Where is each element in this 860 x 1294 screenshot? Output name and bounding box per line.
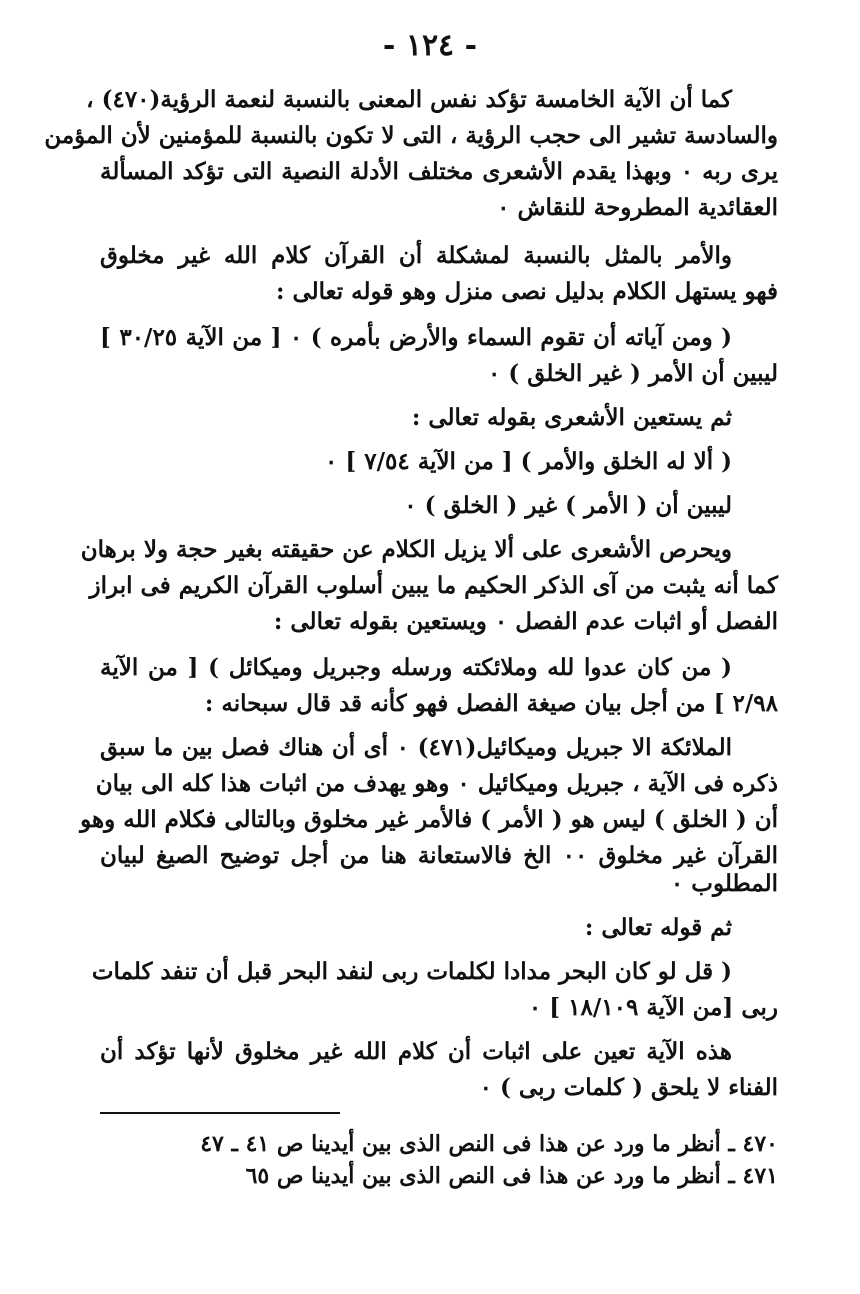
text-line: العقائدية المطروحة للنقاش ٠ xyxy=(497,194,778,221)
text-line: ربى [من الآية ١٨/١٠٩ ] ٠ xyxy=(528,994,778,1021)
quran-quote-line: ( ألا له الخلق والأمر ) [ من الآية ٧/٥٤ ] ٠ xyxy=(324,448,732,475)
text-line: هذه الآية تعين على اثبات أن كلام الله غير مخلوق لأنها تؤكد أن xyxy=(100,1038,732,1065)
text-line: فهو يستهل الكلام بدليل نصى منزل وهو قوله تعالى : xyxy=(275,278,778,305)
text-line: الفصل أو اثبات عدم الفصل ٠ ويستعين بقوله تعالى : xyxy=(273,608,778,635)
text-line: كما أنه يثبت من آى الذكر الحكيم ما يبين أسلوب القرآن الكريم فى ابراز xyxy=(89,572,778,599)
text-line: ٢/٩٨ ] من أجل بيان صيغة الفصل فهو كأنه قد قال سبحانه : xyxy=(204,690,778,717)
text-line: ثم يستعين الأشعرى بقوله تعالى : xyxy=(411,404,732,431)
text-line: الملائكة الا جبريل وميكائيل(٤٧١) ٠ أى أن هناك فصل بين ما سبق xyxy=(100,734,732,761)
text-line: ذكره فى الآية ، جبريل وميكائيل ٠ وهو يهدف من اثبات هذا كله الى بيان xyxy=(95,770,778,797)
text-line: أن ( الخلق ) ليس هو ( الأمر ) فالأمر غير مخلوق وبالتالى فكلام الله وهو xyxy=(80,806,778,833)
quran-quote-line: ( قل لو كان البحر مدادا لكلمات ربى لنفد البحر قبل أن تنفد كلمات xyxy=(91,958,732,985)
text-line: القرآن غير مخلوق ٠٠ الخ فالاستعانة هنا من أجل توضيح الصيغ لبيان xyxy=(100,842,778,869)
quran-quote-line: ( من كان عدوا لله وملائكته ورسله وجبريل وميكائل ) [ من الآية xyxy=(100,654,732,681)
text-line: الفناء لا يلحق ( كلمات ربى ) ٠ xyxy=(479,1074,778,1101)
text-line: والسادسة تشير الى حجب الرؤية ، التى لا تكون بالنسبة للمؤمنين لأن المؤمن xyxy=(44,122,778,149)
footnote-471: ٤٧١ ـ أنظر ما ورد عن هذا فى النص الذى بين أيدينا ص ٦٥ xyxy=(245,1163,778,1189)
text-line: ليبين أن ( الأمر ) غير ( الخلق ) ٠ xyxy=(404,492,732,519)
text-line: كما أن الآية الخامسة تؤكد نفس المعنى بالنسبة لنعمة الرؤية(٤٧٠) ، xyxy=(86,86,732,113)
text-line: ليبين أن الأمر ( غير الخلق ) ٠ xyxy=(487,360,778,387)
text-line: ثم قوله تعالى : xyxy=(584,914,732,941)
text-line: المطلوب ٠ xyxy=(670,870,778,897)
quran-quote-line: ( ومن آياته أن تقوم السماء والأرض بأمره ) ٠ [ من الآية ٣٠/٢٥ ] xyxy=(100,324,733,351)
page-number: - ١٢٤ - xyxy=(382,28,478,63)
text-line: ويحرص الأشعرى على ألا يزيل الكلام عن حقيقته بغير حجة ولا برهان xyxy=(80,536,732,563)
footnote-470: ٤٧٠ ـ أنظر ما ورد عن هذا فى النص الذى بين أيدينا ص ٤١ ـ ٤٧ xyxy=(200,1131,778,1157)
footnote-divider xyxy=(100,1112,340,1114)
text-line: والأمر بالمثل بالنسبة لمشكلة أن القرآن كلام الله غير مخلوق xyxy=(100,242,732,269)
text-line: يرى ربه ٠ وبهذا يقدم الأشعرى مختلف الأدلة النصية التى تؤكد المسألة xyxy=(100,158,778,185)
